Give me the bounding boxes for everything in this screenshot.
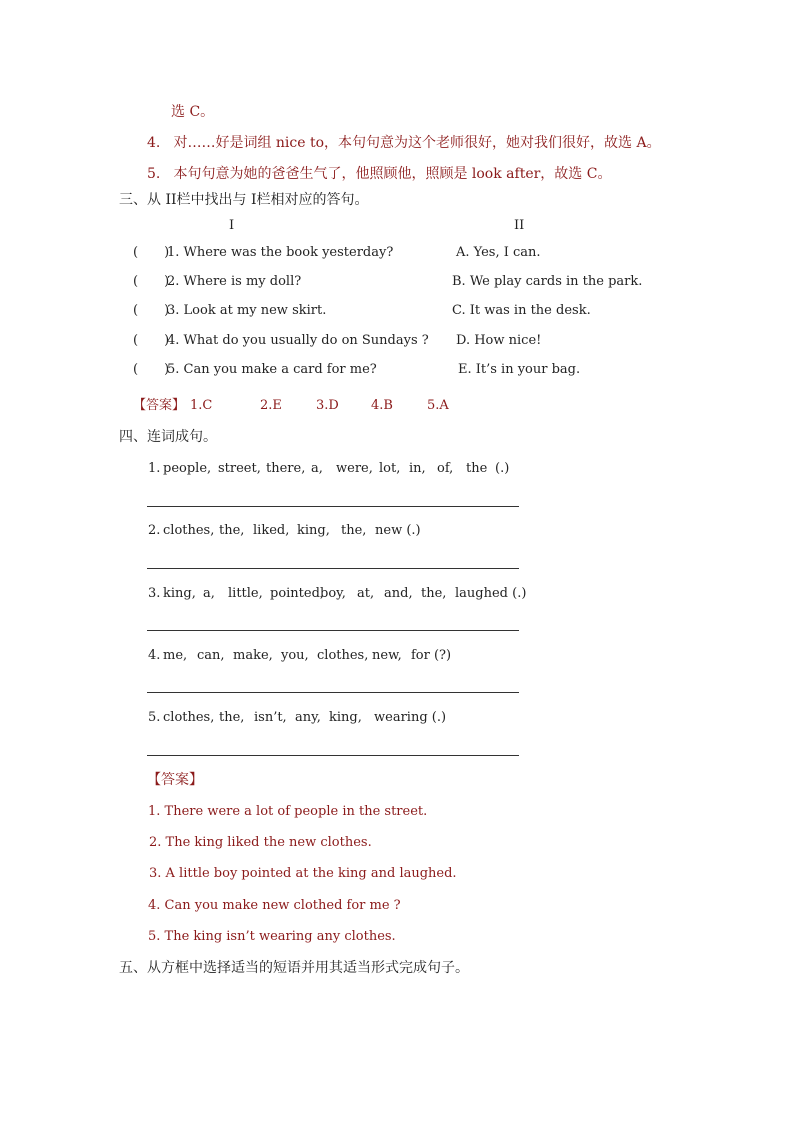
answer-line-5[interactable]	[147, 755, 519, 756]
explanation-item-5: 5. 本句句意为她的爸爸生气了，他照顾他，照顾是 look after，故选 C。	[147, 166, 612, 182]
match-question-2: ( )2. Where is my doll?	[133, 274, 302, 289]
match-option-c: C. It was in the desk.	[452, 303, 591, 318]
section4-answer-2: 2. The king liked the new clothes.	[149, 835, 372, 850]
column-header-i: I	[229, 218, 235, 233]
scramble-item-2: 2. clothes, the, liked, king, the, new (.)	[148, 523, 421, 538]
section4-answer-4: 4. Can you make new clothed for me ?	[148, 898, 401, 913]
answer-line-1[interactable]	[147, 506, 519, 507]
answer-blank[interactable]: ( )	[133, 303, 170, 318]
section4-answer-1: 1. There were a lot of people in the street.	[148, 804, 428, 819]
section3-answers: 【答案】 1.C 2.E 3.D 4.B 5.A	[133, 398, 449, 413]
section4-heading: 四、连词成句。	[119, 429, 217, 445]
answer-blank[interactable]: ( )	[133, 274, 170, 289]
match-question-5: ( )5. Can you make a card for me?	[133, 362, 377, 377]
match-question-1: ( )1. Where was the book yesterday?	[133, 245, 394, 260]
match-option-a: A. Yes, I can.	[456, 245, 541, 260]
section4-answer-3: 3. A little boy pointed at the king and laughed.	[149, 866, 457, 881]
explanation-continuation: 选 C。	[171, 104, 215, 120]
scramble-item-3: 3. king, a, little, pointed,boy, at, and, the, laughed (.)	[148, 586, 527, 601]
match-question-4: ( )4. What do you usually do on Sundays ?	[133, 333, 429, 348]
match-option-d: D. How nice!	[456, 333, 542, 348]
answer-blank[interactable]: ( )	[133, 333, 170, 348]
match-question-3: ( )3. Look at my new skirt.	[133, 303, 327, 318]
column-header-ii: II	[514, 218, 525, 233]
answer-line-4[interactable]	[147, 692, 519, 693]
answer-blank[interactable]: ( )	[133, 245, 170, 260]
match-option-e: E. It’s in your bag.	[458, 362, 581, 377]
explanation-item-4: 4. 对……好是词组 nice to，本句句意为这个老师很好，她对我们很好，故选 A。	[147, 135, 661, 151]
section5-heading: 五、从方框中选择适当的短语并用其适当形式完成句子。	[119, 960, 469, 976]
section3-heading: 三、从 II栏中找出与 I栏相对应的答句。	[119, 192, 369, 208]
scramble-item-4: 4. me, can, make, you, clothes, new, for (?)	[148, 648, 452, 663]
answer-line-2[interactable]	[147, 568, 519, 569]
scramble-item-1: 1. people, street, there, a, were, lot, in, of, the (.)	[148, 461, 510, 476]
section4-answer-label: 【答案】	[147, 772, 203, 788]
scramble-item-5: 5. clothes, the, isn’t, any, king, wearing (.)	[148, 710, 447, 725]
section4-answer-5: 5. The king isn’t wearing any clothes.	[148, 929, 396, 944]
answer-blank[interactable]: ( )	[133, 362, 170, 377]
match-option-b: B. We play cards in the park.	[452, 274, 643, 289]
answer-line-3[interactable]	[147, 630, 519, 631]
